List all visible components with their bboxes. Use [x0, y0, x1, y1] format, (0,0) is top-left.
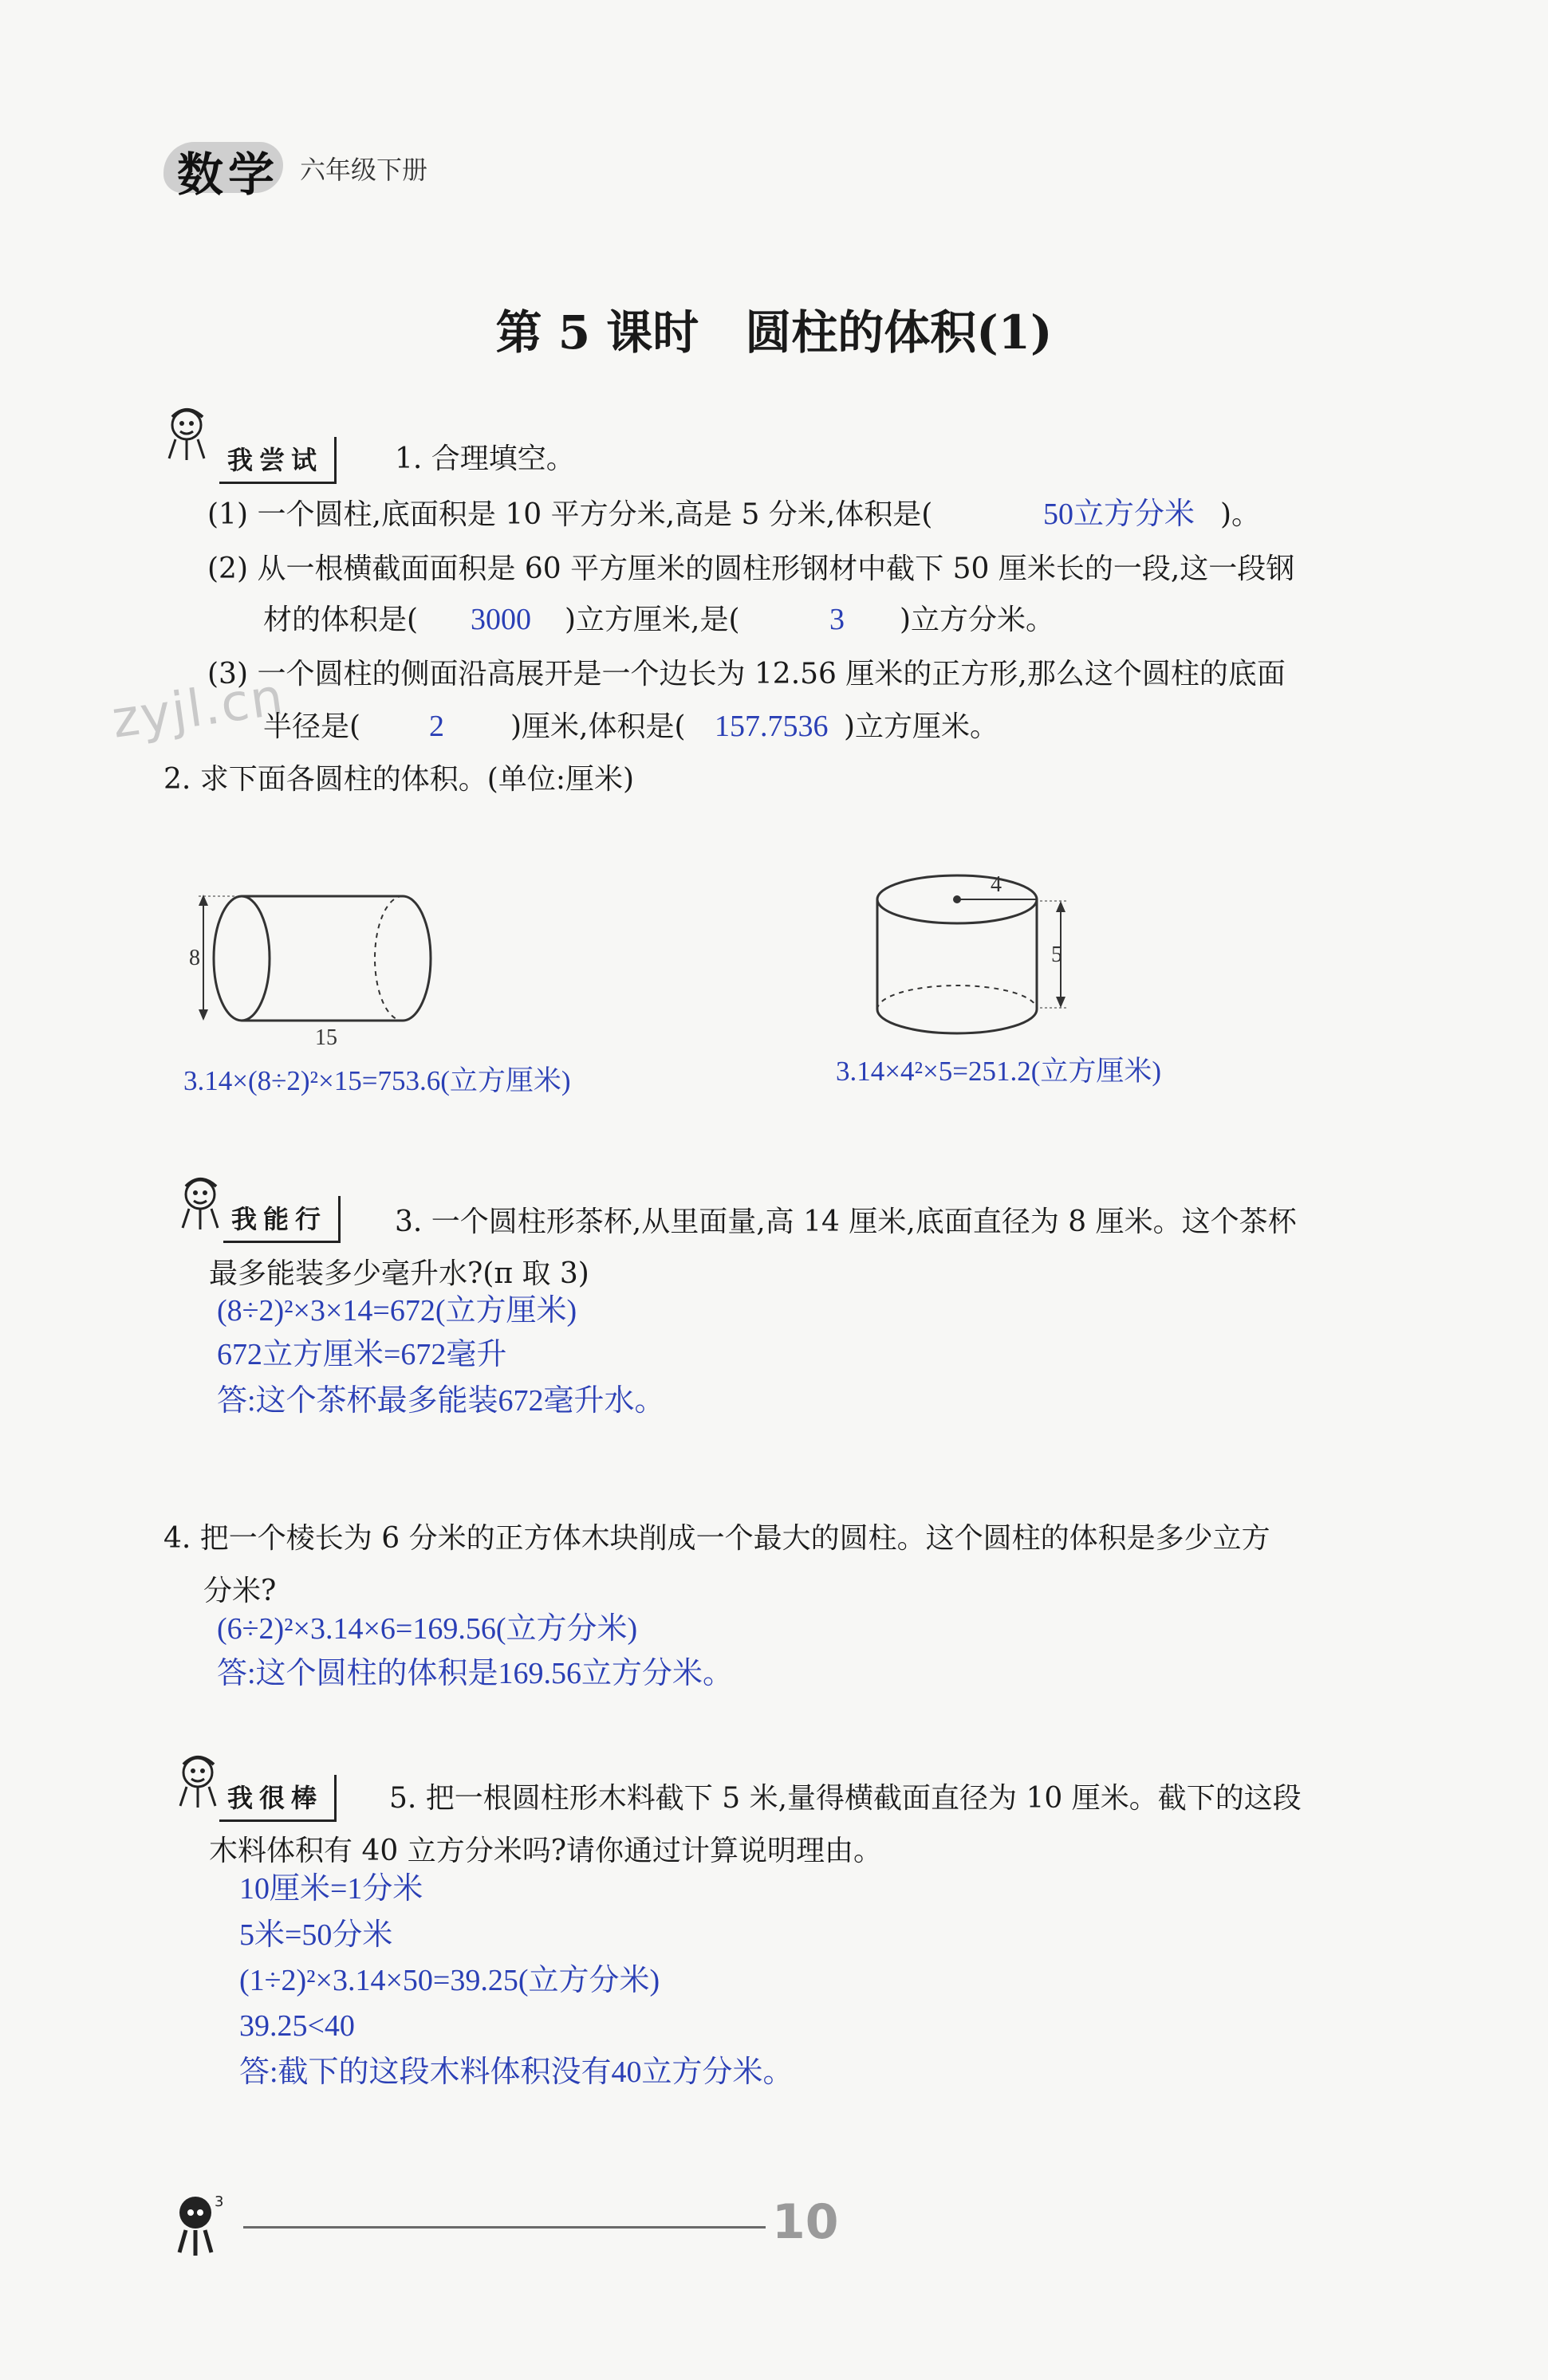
- q5-line1: 5. 把一根圆柱形木料截下 5 米,量得横截面直径为 10 厘米。截下的这段: [389, 1782, 1302, 1815]
- page-number: 10: [772, 2194, 839, 2250]
- q1-p2-line1: (2) 从一根横截面面积是 60 平方厘米的圆柱形钢材中截下 50 厘米长的一段,这一段钢: [207, 553, 1295, 585]
- q1-p1-end: )。: [1220, 498, 1261, 531]
- q5-answer-4: 39.25<40: [239, 2009, 355, 2043]
- cylinder-figure-upright: [869, 869, 1109, 1044]
- q1-p3-line1: (3) 一个圆柱的侧面沿高展开是一个边长为 12.56 厘米的正方形,那么这个圆柱的底面: [207, 658, 1286, 690]
- lesson-title: 第 5 课时 圆柱的体积(1): [495, 305, 1053, 360]
- q4-answer-2: 答:这个圆柱的体积是169.56立方分米。: [217, 1657, 734, 1690]
- q5-answer-2: 5米=50分米: [239, 1918, 393, 1952]
- watermark: zyjl.cn: [108, 667, 289, 750]
- q3-answer-1: (8÷2)²×3×14=672(立方厘米): [217, 1294, 577, 1328]
- footer-rule: [243, 2226, 766, 2229]
- q1-p1-text: (1) 一个圆柱,底面积是 10 平方分米,高是 5 分米,体积是(: [207, 498, 933, 531]
- cylinder-figure-horizontal: [187, 885, 451, 1050]
- q2-stem: 2. 求下面各圆柱的体积。(单位:厘米): [163, 763, 635, 796]
- q5-line2: 木料体积有 40 立方分米吗?请你通过计算说明理由。: [209, 1835, 882, 1867]
- q5-answer-5: 答:截下的这段木料体积没有40立方分米。: [239, 2055, 794, 2089]
- q5-answer-1: 10厘米=1分米: [239, 1872, 423, 1906]
- q3-answer-3: 答:这个茶杯最多能装672毫升水。: [217, 1384, 665, 1418]
- q4-line2: 分米?: [203, 1575, 277, 1607]
- footer-mascot-icon: [163, 2189, 235, 2260]
- q4-line1: 4. 把一个棱长为 6 分米的正方体木块削成一个最大的圆柱。这个圆柱的体积是多少立方: [163, 1522, 1270, 1555]
- badge-can: 我能行: [223, 1196, 341, 1243]
- q1-p1-answer: 50立方分米: [1043, 498, 1195, 531]
- q3-line1: 3. 一个圆柱形茶杯,从里面量,高 14 厘米,底面直径为 8 厘米。这个茶杯: [395, 1206, 1297, 1238]
- q1-p2-answer2: 3: [829, 603, 845, 636]
- q1-p3-answer1: 2: [429, 710, 444, 743]
- mascot-icon: [158, 403, 222, 466]
- q1-p3-line2-a: 半径是(: [263, 710, 361, 743]
- badge-try: 我尝试: [219, 437, 337, 484]
- q1-p2-line2-a: 材的体积是(: [263, 604, 419, 636]
- badge-great: 我很棒: [219, 1775, 337, 1822]
- q1-p3-line2-c: )立方厘米。: [844, 710, 999, 743]
- q1-p3-answer2: 157.7536: [715, 710, 829, 743]
- svg-text:3: 3: [215, 2193, 224, 2210]
- q1-stem: 1. 合理填空。: [395, 443, 575, 475]
- fig1-length-label: 15: [315, 1025, 337, 1050]
- fig1-answer: 3.14×(8÷2)²×15=753.6(立方厘米): [183, 1065, 571, 1096]
- q1-p3-line2-b: )厘米,体积是(: [510, 710, 686, 743]
- fig1-diameter-label: 8: [189, 946, 200, 970]
- q1-p2-line2-c: )立方分米。: [900, 604, 1055, 636]
- q3-line2: 最多能装多少毫升水?(π 取 3): [209, 1257, 589, 1290]
- q4-answer-1: (6÷2)²×3.14×6=169.56(立方分米): [217, 1612, 638, 1646]
- subject-label: 数学: [177, 148, 280, 202]
- q1-p2-line2-b: )立方厘米,是(: [565, 604, 740, 636]
- fig2-height-label: 5: [1051, 942, 1062, 967]
- q5-answer-3: (1÷2)²×3.14×50=39.25(立方分米): [239, 1964, 660, 1997]
- q1-p2-answer1: 3000: [471, 603, 531, 636]
- fig2-answer: 3.14×4²×5=251.2(立方厘米): [836, 1056, 1162, 1087]
- q3-answer-2: 672立方厘米=672毫升: [217, 1338, 507, 1371]
- fig2-radius-label: 4: [991, 872, 1002, 897]
- grade-label: 六年级下册: [300, 155, 428, 185]
